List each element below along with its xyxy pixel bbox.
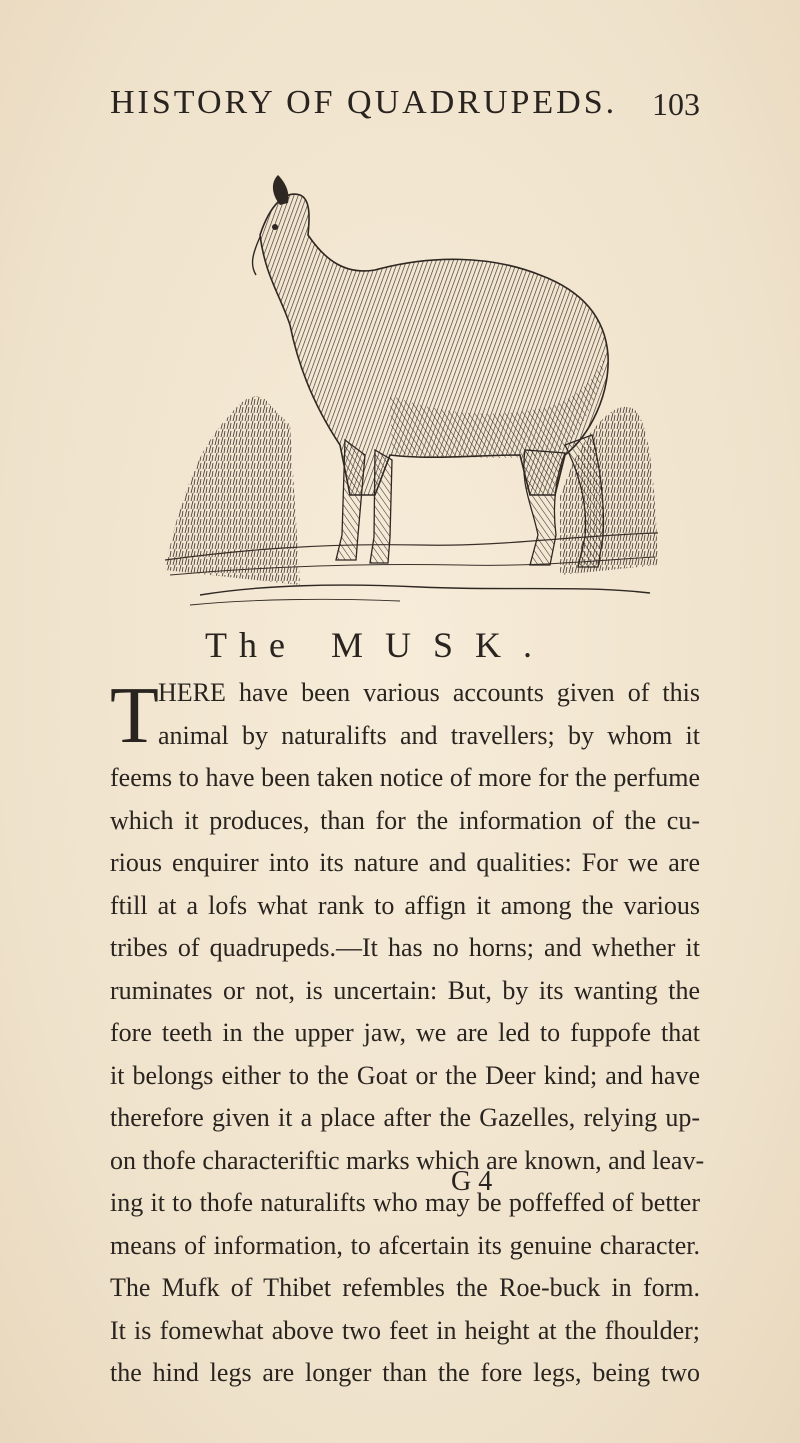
- text-line: the hind legs are longer than the fore legs, being two: [110, 1358, 700, 1387]
- text-line: animal by naturalifts and travellers; by whom it: [158, 720, 700, 750]
- text-line: tribes of quadrupeds.—It has no horns; and whether it: [110, 933, 700, 962]
- page-number: 103: [652, 86, 700, 122]
- text-line: fore teeth in the upper jaw, we are led to fuppofe that: [110, 1018, 700, 1047]
- signature-mark: G 4: [451, 1166, 493, 1197]
- plate-title-article: The: [205, 625, 297, 665]
- text-line: ruminates or not, is uncertain: But, by its wanting the: [110, 975, 700, 1005]
- text-line: therefore given it a place after the Gazelles, relying up-: [110, 1103, 700, 1132]
- text-line: ftill at a lofs what rank to affign it among the various: [110, 890, 700, 920]
- plate-title: [205, 624, 625, 666]
- musk-deer-illustration: [160, 165, 660, 610]
- text-line: feems to have been taken notice of more for the perfume: [110, 763, 700, 792]
- running-head: [110, 84, 700, 134]
- text-line: on thofe characteriftic marks which are known, and leav-: [110, 1145, 705, 1175]
- musk-deer-engraving-icon: [160, 165, 660, 610]
- text-line: ing it to thofe naturalifts who may be poffeffed of better: [110, 1188, 700, 1217]
- text-line: It is fomewhat above two feet in height at the fhoulder;: [110, 1315, 700, 1345]
- drop-cap: T: [110, 672, 159, 760]
- text-line: The Mufk of Thibet refembles the Roe-buck in form.: [110, 1273, 700, 1302]
- text-line: HERE have been various accounts given of this: [158, 678, 700, 707]
- text-line: rious enquirer into its nature and qualities: For we are: [110, 848, 700, 877]
- text-line: means of information, to afcertain its genuine character.: [110, 1230, 700, 1260]
- body-text: [110, 672, 705, 1395]
- text-line: which it produces, than for the information of the cu-: [110, 805, 700, 835]
- plate-title-subject: MUSK.: [330, 625, 554, 665]
- text-line: it belongs either to the Goat or the Deer kind; and have: [110, 1060, 700, 1090]
- running-title: HISTORY OF QUADRUPEDS.: [110, 84, 618, 121]
